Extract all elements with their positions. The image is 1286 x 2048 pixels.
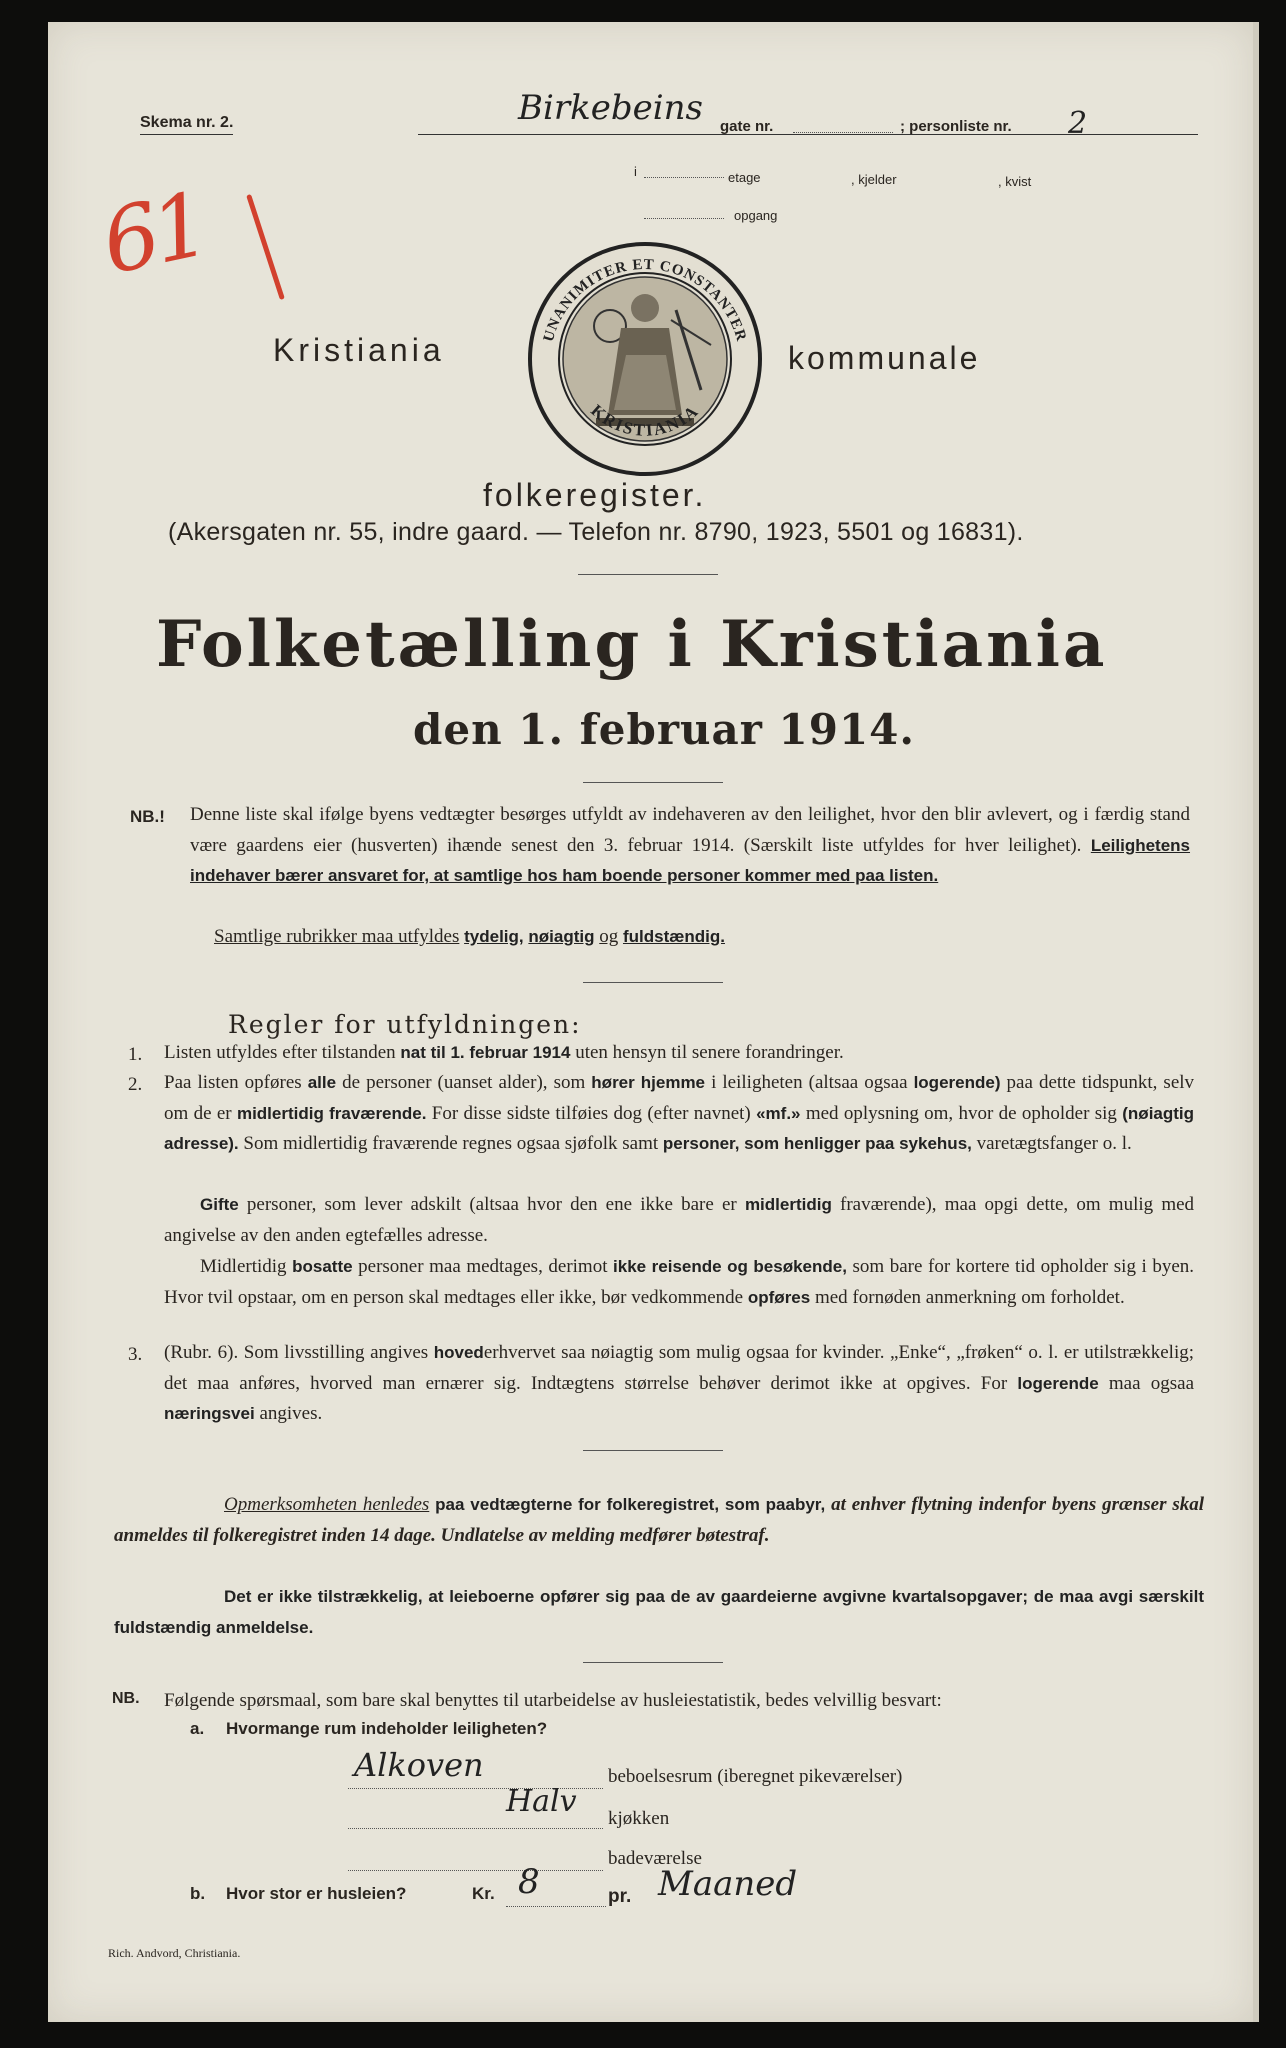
kitchen-field: [348, 1828, 603, 1829]
notice-lead: Opmerksomheten henledes: [224, 1494, 430, 1515]
kitchen-label: kjøkken: [608, 1808, 670, 1829]
kitchen-handwritten: Halv: [506, 1784, 577, 1819]
street-handwritten: Birkebeins: [518, 88, 703, 128]
printer-credit: Rich. Andvord, Christiania.: [108, 1946, 241, 1960]
question-a: Hvormange rum indeholder leiligheten?: [226, 1719, 548, 1738]
nb-intro-line3: [214, 922, 1114, 953]
rule-1-number: 1.: [128, 1044, 143, 1065]
notice-d: Det er ikke tilstrækkelig, at leieboerne opfører sig paa de av gaardeierne avgivne kvartalsopgaver; de maa avgi særskilt fuldstændig anmeldelse.: [114, 1587, 1204, 1637]
bath-field: [348, 1870, 603, 1871]
rule-3-text: (Rubr. 6). Som livsstilling angives hovederhvervet saa nøiagtig som mulig ogsaa for kvinder. „Enke“, „frøken“ o. l. er utilstrækkelig; det maa anføres, hvorved man ernærer sig. Indtægtens størrelse behøver derimot ikke at opgives. For logerende maa ogsaa næringsvei angives.: [164, 1342, 1195, 1424]
line3-b: tydelig,: [464, 927, 524, 946]
divider-5: [583, 1662, 723, 1663]
floor-field: [644, 177, 724, 178]
rule-3-number: 3.: [128, 1344, 143, 1365]
schema-label: Skema nr. 2.: [140, 114, 233, 135]
rules-heading: Regler for utfyldningen:: [228, 1010, 582, 1039]
rule-2-number: 2.: [128, 1074, 143, 1095]
gate-label: gate nr.: [720, 118, 774, 135]
nb-intro-body: Denne liste skal ifølge byens vedtægter besørges utfyldt av indehaveren av den leilighet, hvor den blir avlevert, og i færdig stand være gaardens eier (husverten) ihænde senest den 3. februar 1914. (Særskilt liste utfyldes for hver leilighet).: [190, 804, 1190, 856]
kr-label: Kr.: [472, 1884, 495, 1903]
rule-1-text: Listen utfyldes efter tilstanden nat til 1. februar 1914 uten hensyn til senere forandringer.: [164, 1042, 844, 1063]
question-b: Hvor stor er husleien?: [226, 1884, 407, 1903]
line3-e: fuldstændig.: [622, 927, 725, 946]
svg-text:UNANIMITER ET CONSTANTER: [541, 257, 749, 344]
office-line1: folkeregister.: [483, 477, 707, 513]
floor-prefix: i: [634, 164, 637, 179]
period-handwritten: Maaned: [658, 1864, 798, 1904]
rooms-handwritten: Alkoven: [354, 1746, 484, 1784]
kjelder-label: , kjelder: [851, 172, 897, 187]
nb-intro-responsibility: Leilighetens indehaver bærer ansvaret for, at samtlige hos ham boende personer kommer med paa listen.: [190, 835, 1191, 885]
pr-label: pr.: [608, 1886, 632, 1907]
red-pencil-mark: 61: [93, 172, 213, 295]
city-seal: [526, 240, 764, 478]
main-title: Folketælling i Kristiania: [156, 607, 1108, 682]
red-pencil-stroke: [246, 194, 285, 300]
census-form-page: [48, 22, 1259, 2022]
nb-intro-text: [190, 800, 1190, 892]
rent-field: [506, 1906, 606, 1907]
line3-c: nøiagtig: [528, 927, 595, 946]
personliste-label: ; personliste nr.: [900, 118, 1012, 135]
office-right: kommunale: [788, 340, 981, 376]
divider-3: [583, 982, 723, 983]
nb-question-text: Følgende spørsmaal, som bare skal benyttes til utarbeidelse av husleiestatistik, bedes velvillig besvart:: [164, 1690, 942, 1711]
question-a-label: a.: [190, 1719, 205, 1738]
notice-b: paa vedtægterne for folkeregistret, som paabyr,: [435, 1495, 826, 1514]
gate-number-field: [793, 132, 893, 133]
notice-flytning: at enhver flytning indenfor byens grænser skal anmeldes til folkeregistret inden 14 dage. Undlatelse av melding medfører bøtestraf.: [114, 1494, 1205, 1546]
rule-2-text: Paa listen opføres alle de personer (uanset alder), som hører hjemme i leiligheten (altsaa ogsaa logerende) paa dette tidspunkt, selv om de er midlertidig fraværende. For disse sidste tilføies dog (efter navnet) «mf.» med oplysning om, hvor de opholder sig (nøiagtig adresse). Som midlertidig fraværende regnes ogsaa sjøfolk samt personer, som henligger paa sykehus, varetægtsfanger o. l.: [164, 1072, 1195, 1154]
rooms-label: beboelsesrum (iberegnet pikeværelser): [608, 1766, 903, 1787]
rule-2-temporary: Midlertidig bosatte personer maa medtages, derimot ikke reisende og besøkende, som bare for kortere tid opholder sig i byen. Hvor tvil opstaar, om en person skal medtages eller ikke, bør vedkommende opføres med fornøden anmerkning om forholdet.: [164, 1256, 1195, 1308]
svg-text:KRISTIANIA: [587, 401, 703, 440]
personliste-value: 2: [1068, 106, 1088, 141]
office-left: Kristiania: [273, 332, 445, 368]
line3-d: og: [599, 926, 619, 947]
etage-label: etage: [728, 170, 761, 185]
opgang-label: opgang: [734, 208, 778, 223]
line3-a: Samtlige rubrikker maa utfyldes: [214, 926, 460, 947]
office-address: (Akersgaten nr. 55, indre gaard. — Telefon nr. 8790, 1923, 5501 og 16831).: [168, 518, 1024, 546]
question-b-label: b.: [190, 1884, 206, 1903]
seal-text-ring: [526, 240, 764, 478]
seal-bottom-text: KRISTIANIA: [587, 400, 703, 440]
notice-paragraph-2: [114, 1582, 1204, 1643]
rule-2-married: Gifte personer, som lever adskilt (altsaa hvor den ene ikke bare er midlertidig fraværende), maa opgi dette, om mulig med angivelse av den anden egtefælles adresse.: [164, 1194, 1195, 1246]
rent-handwritten: 8: [518, 1862, 540, 1902]
nb-intro-label: NB.!: [130, 807, 165, 826]
divider-4: [583, 1450, 723, 1451]
bath-label: badeværelse: [608, 1848, 702, 1869]
opgang-field: [644, 218, 724, 219]
nb-question-label: NB.: [112, 1690, 140, 1707]
title-date: den 1. februar 1914.: [413, 705, 916, 754]
notice-paragraph: [114, 1490, 1204, 1551]
divider-2: [583, 782, 723, 783]
divider-1: [578, 574, 718, 575]
kvist-label: , kvist: [998, 174, 1032, 189]
seal-top-text: UNANIMITER ET CONSTANTER: [540, 256, 750, 344]
